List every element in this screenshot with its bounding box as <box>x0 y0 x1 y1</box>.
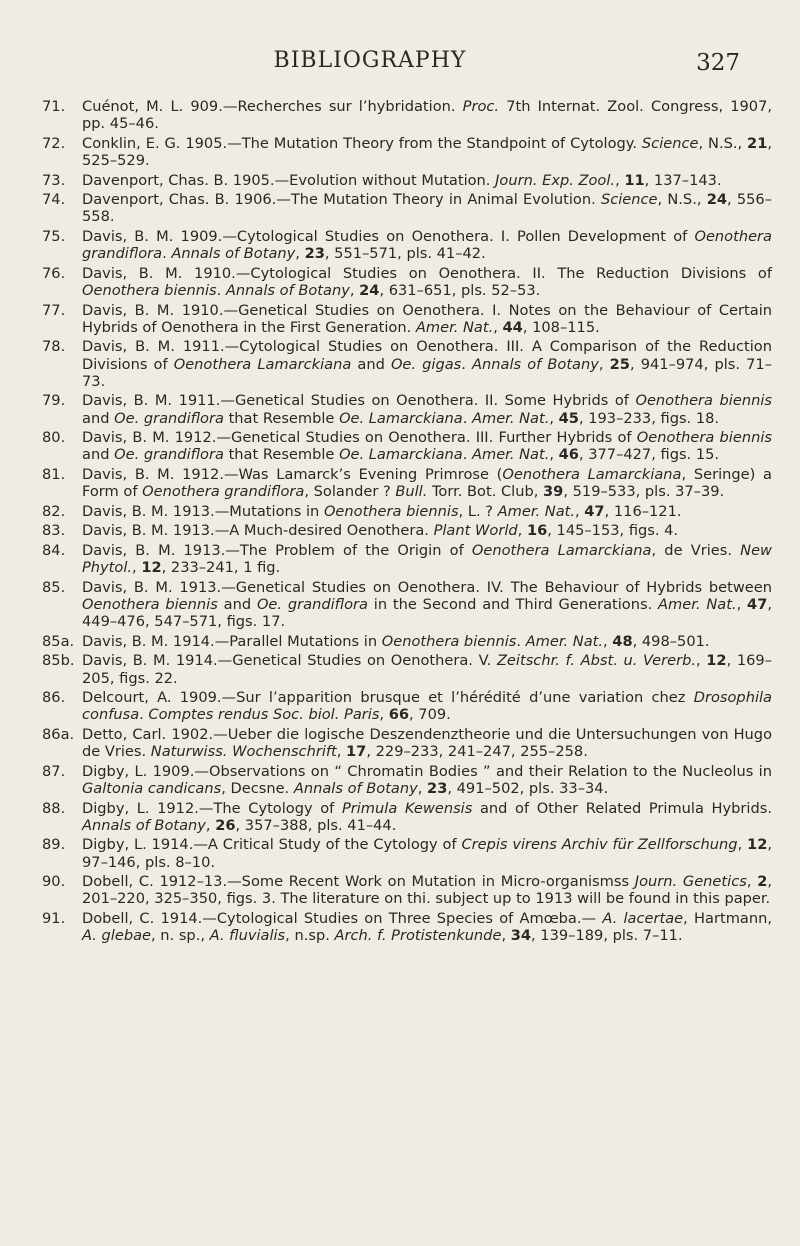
bibliography-entry <box>42 98 772 132</box>
entry-number: 90. <box>42 873 66 891</box>
entry-text: Davenport, Chas. B. 1906.—The Mutation Theory in Animal Evolution. Science, N.S., 24, 556–558. <box>82 191 773 226</box>
entry-number: 88. <box>42 799 66 817</box>
entry-text: Dobell, C. 1912–13.—Some Recent Work on Mutation in Micro-organismss Journ. Genetics, 2, 201–220, 325–350, figs. 3. The literature on thi. subject up to 1913 will be found in this paper. <box>82 873 772 908</box>
entry-number: 77. <box>42 301 66 319</box>
entry-number: 73. <box>42 171 66 189</box>
bibliography-entry <box>42 910 772 944</box>
entry-text: Cuénot, M. L. 909.—Recherches sur l’hybridation. Proc. 7th Internat. Zool. Congress, 1907, pp. 45–46. <box>82 98 772 133</box>
entry-text: Davis, B. M. 1913.—A Much-desired Oenothera. Plant World, 16, 145–153, figs. 4. <box>82 522 679 540</box>
entry-text: Davis, B. M. 1913.—The Problem of the Origin of Oenothera Lamarckiana, de Vries. New Phytol., 12, 233–241, 1 fig. <box>82 541 772 577</box>
bibliography-entry <box>42 135 772 169</box>
entry-number: 76. <box>42 264 66 282</box>
entry-text: Digby, L. 1914.—A Critical Study of the Cytology of Crepis virens Archiv für Zellforschung, 12, 97–146, pls. 8–10. <box>82 836 772 871</box>
bibliography-entry <box>42 503 772 520</box>
entry-text: Delcourt, A. 1909.—Sur l’apparition brusque et l’hérédité d’une variation chez Drosophila confusa. Comptes rendus Soc. biol. Paris, 66, 709. <box>82 689 772 724</box>
entry-text: Davis, B. M. 1913.—Mutations in Oenothera biennis, L. ? Amer. Nat., 47, 116–121. <box>82 502 682 520</box>
entry-text: Davenport, Chas. B. 1905.—Evolution without Mutation. Journ. Exp. Zool., 11, 137–143. <box>82 171 722 189</box>
bibliography-entry <box>42 689 772 723</box>
entry-text: Detto, Carl. 1902.—Ueber die logische Deszendenztheorie und die Untersuchungen von Hugo de Vries. Naturwiss. Wochenschrift, 17, 229–233, 241–247, 255–258. <box>82 725 772 761</box>
entry-number: 83. <box>42 522 66 540</box>
entry-number: 80. <box>42 429 66 447</box>
entry-number: 79. <box>42 392 66 410</box>
bibliography-entry <box>42 633 772 650</box>
bibliography-entry <box>42 800 772 834</box>
entry-text: Davis, B. M. 1912.—Was Lamarck’s Evening Primrose (Oenothera Lamarckiana, Seringe) a Form of Oenothera grandiflora, Solander ? Bull. Torr. Bot. Club, 39, 519–533, pls. 37–39. <box>82 465 772 501</box>
entry-number: 81. <box>42 465 66 483</box>
bibliography-entry <box>42 265 772 299</box>
entry-text: Digby, L. 1912.—The Cytology of Primula Kewensis and of Other Related Primula Hybrids. Annals of Botany, 26, 357–388, pls. 41–44. <box>82 799 772 834</box>
entry-text: Davis, B. M. 1914.—Genetical Studies on Oenothera. V. Zeitschr. f. Abst. u. Vererb., 12, 169–205, figs. 22. <box>82 652 772 687</box>
entry-text: Davis, B. M. 1913.—Genetical Studies on Oenothera. IV. The Behaviour of Hybrids between Oenothera biennis and Oe. grandiflora in the Second and Third Generations. Amer. Nat., 47, 449–476, 547–571, figs. 17. <box>82 578 772 631</box>
bibliography-entry <box>42 836 772 870</box>
entry-number: 91. <box>42 909 66 927</box>
entry-number: 86. <box>42 689 66 707</box>
bibliography-entry <box>42 763 772 797</box>
entry-text: Digby, L. 1909.—Observations on “ Chromatin Bodies ” and their Relation to the Nucleolus in Galtonia candicans, Decsne. Annals of Botany, 23, 491–502, pls. 33–34. <box>82 762 772 797</box>
bibliography-entry <box>42 579 772 631</box>
entry-text: Davis, B. M. 1914.—Parallel Mutations in Oenothera biennis. Amer. Nat., 48, 498–501. <box>82 632 710 650</box>
bibliography-entry <box>42 191 772 225</box>
bibliography-entry <box>42 873 772 907</box>
entry-text: Davis, B. M. 1911.—Cytological Studies on Oenothera. III. A Comparison of the Reduction Divisions of Oenothera Lamarckiana and Oe. gigas. Annals of Botany, 25, 941–974, pls. 71–73. <box>82 338 772 390</box>
entry-number: 72. <box>42 134 66 152</box>
entry-number: 75. <box>42 227 66 245</box>
entry-number: 86a. <box>42 725 75 743</box>
entry-number: 85b. <box>42 652 75 670</box>
entry-number: 84. <box>42 541 66 559</box>
bibliography-entry <box>42 172 772 189</box>
entry-number: 87. <box>42 762 66 780</box>
page-number: 327 <box>696 50 740 76</box>
entry-number: 74. <box>42 191 66 209</box>
entry-number: 78. <box>42 338 66 356</box>
bibliography-entry <box>42 466 772 500</box>
bibliography-entry <box>42 228 772 262</box>
entry-number: 85. <box>42 578 66 596</box>
entry-text: Davis, B. M. 1909.—Cytological Studies on Oenothera. I. Pollen Development of Oenothera grandiflora. Annals of Botany, 23, 551–571, pls. 41–42. <box>82 227 772 263</box>
entry-text: Conklin, E. G. 1905.—The Mutation Theory from the Standpoint of Cytology. Science, N.S., 21, 525–529. <box>82 134 772 169</box>
bibliography-entry <box>42 392 772 426</box>
entry-text: Davis, B. M. 1910.—Cytological Studies on Oenothera. II. The Reduction Divisions of Oenothera biennis. Annals of Botany, 24, 631–651, pls. 52–53. <box>82 264 772 299</box>
running-head-title: BIBLIOGRAPHY <box>273 48 467 73</box>
bibliography-entry <box>42 522 772 539</box>
bibliography-list <box>42 98 772 947</box>
bibliography-entry <box>42 726 772 760</box>
entry-text: Davis, B. M. 1910.—Genetical Studies on Oenothera. I. Notes on the Behaviour of Certain Hybrids of Oenothera in the First Generation. Amer. Nat., 44, 108–115. <box>82 301 772 336</box>
bibliography-entry <box>42 338 772 390</box>
entry-text: Davis, B. M. 1912.—Genetical Studies on Oenothera. III. Further Hybrids of Oenothera biennis and Oe. grandiflora that Resemble Oe. Lamarckiana. Amer. Nat., 46, 377–427, figs. 15. <box>82 429 772 464</box>
bibliography-entry <box>42 302 772 336</box>
entry-text: Dobell, C. 1914.—Cytological Studies on Three Species of Amœba.— A. lacertae, Hartmann, A. glebae, n. sp., A. fluvialis, n.sp. Arch. f. Protistenkunde, 34, 139–189, pls. 7–11. <box>82 909 772 945</box>
entry-number: 89. <box>42 836 66 854</box>
bibliography-entry <box>42 542 772 576</box>
running-head <box>0 46 800 86</box>
entry-number: 82. <box>42 502 66 520</box>
entry-number: 85a. <box>42 632 75 650</box>
bibliography-entry <box>42 652 772 686</box>
entry-text: Davis, B. M. 1911.—Genetical Studies on Oenothera. II. Some Hybrids of Oenothera biennis and Oe. grandiflora that Resemble Oe. Lamarckiana. Amer. Nat., 45, 193–233, figs. 18. <box>82 392 772 427</box>
bibliography-entry <box>42 429 772 463</box>
entry-number: 71. <box>42 98 66 115</box>
